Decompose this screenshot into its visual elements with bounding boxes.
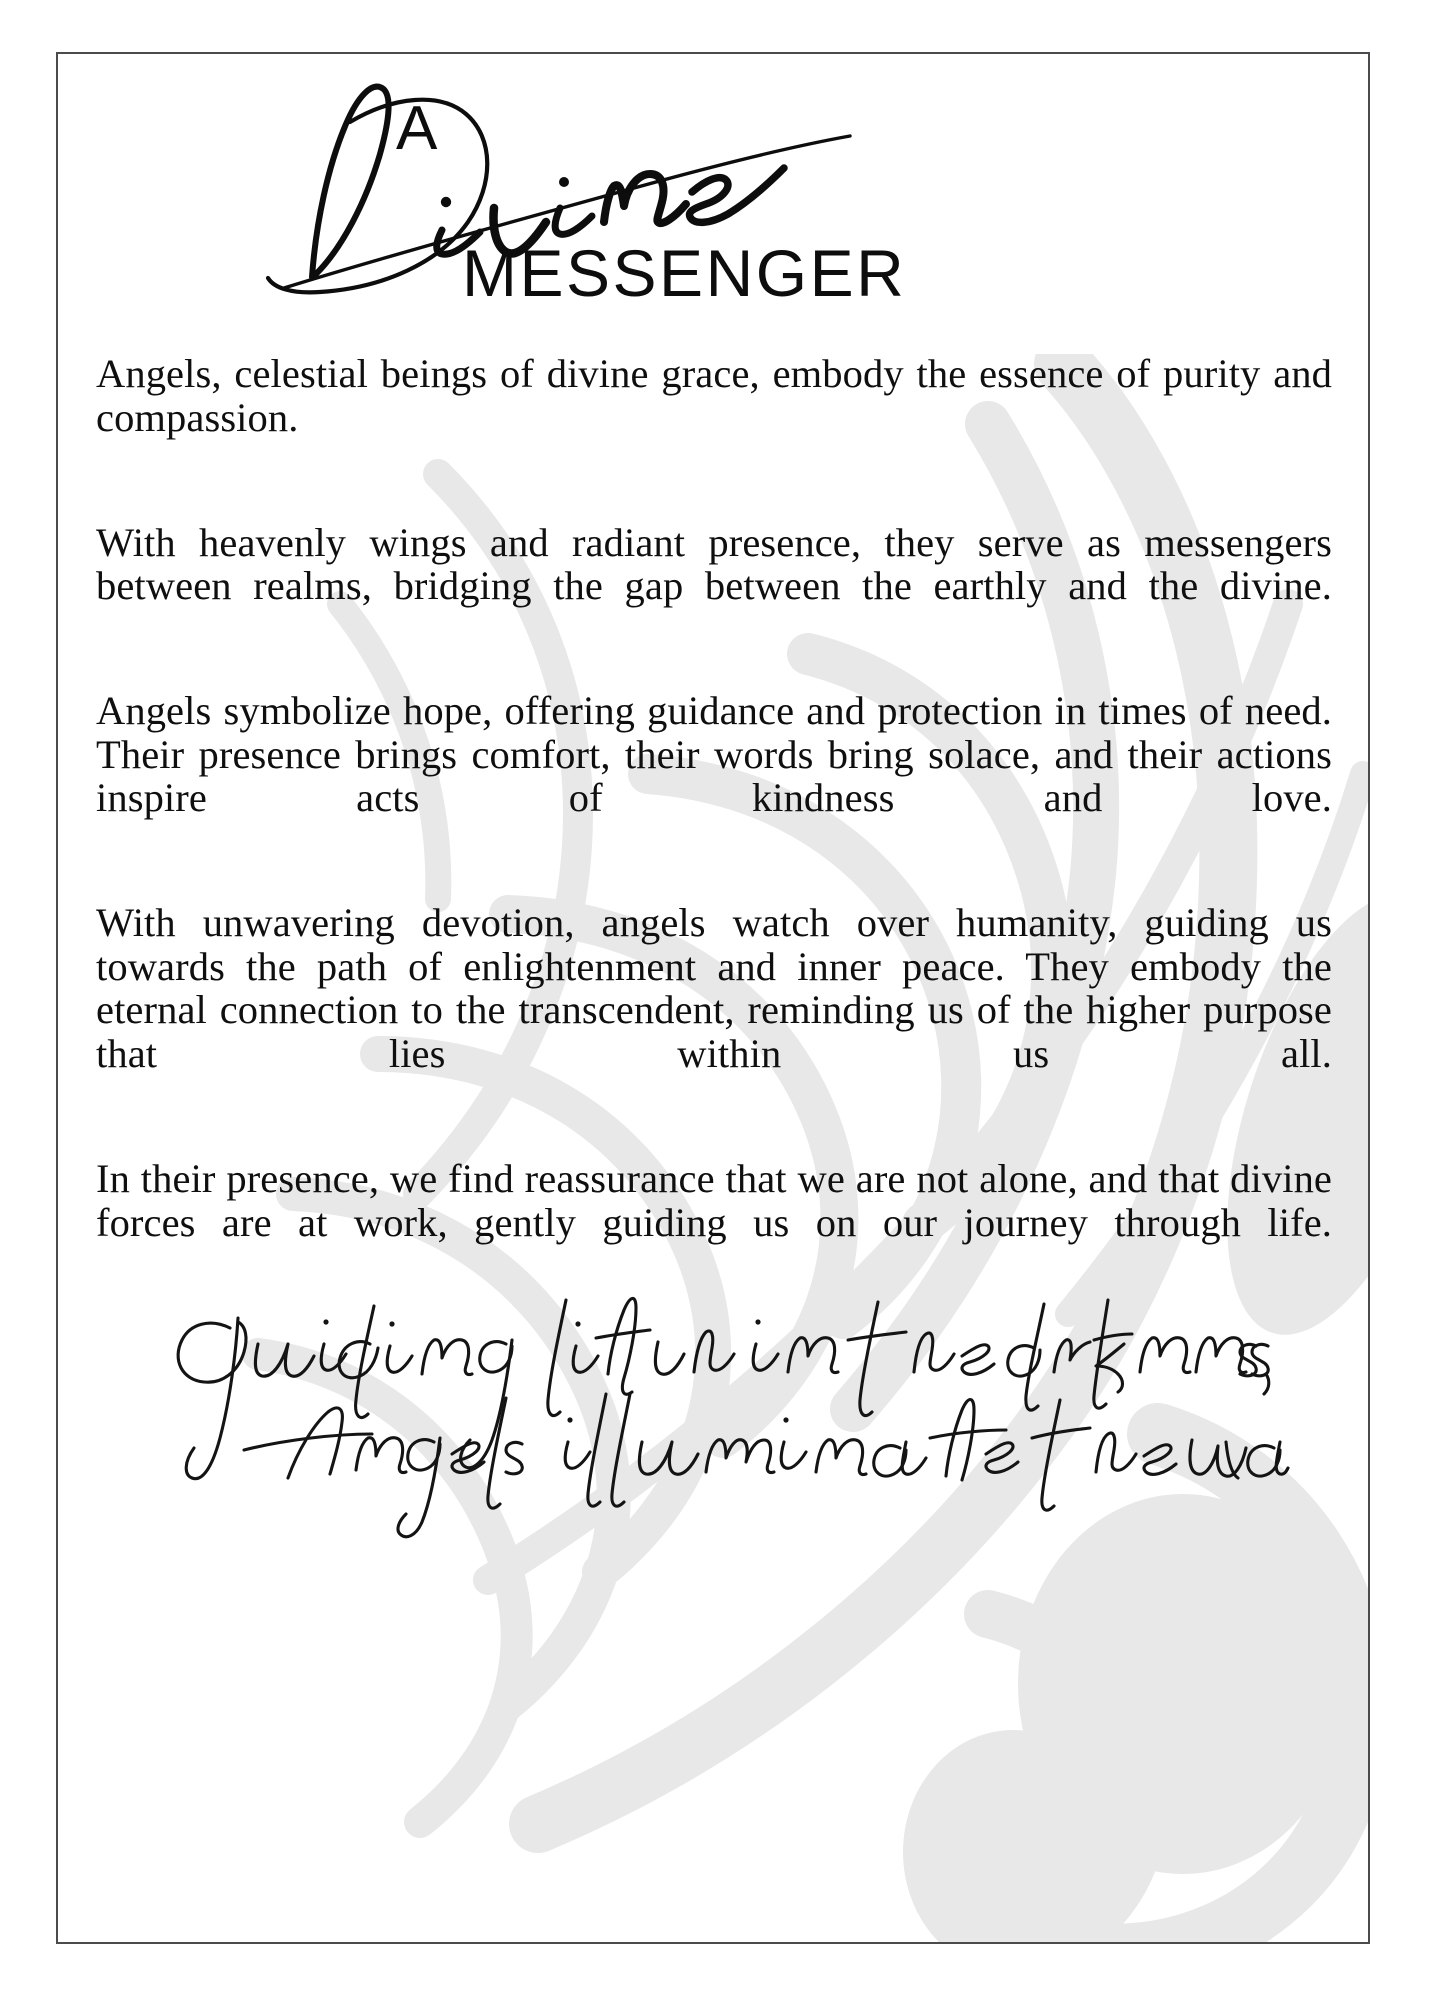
paragraph: Angels symbolize hope, offering guidance and protection in times of need. Their presence brings comfort, their words bring solace, and their actions inspire acts of kindness and love.	[96, 688, 1332, 821]
poster-content	[56, 52, 1370, 1944]
paragraph: With unwavering devotion, angels watch over humanity, guiding us towards the path of enlightenment and inner peace. They embody the eternal connection to the transcendent, reminding us of the higher purpose that lies within us all.	[96, 900, 1332, 1076]
title-article: A	[396, 94, 439, 163]
body-copy	[96, 352, 1332, 1288]
title-block	[56, 52, 1370, 352]
closing-script	[134, 1282, 1284, 1482]
title-subtitle: MESSENGER	[462, 236, 907, 310]
paragraph: With heavenly wings and radiant presence, they serve as messengers between realms, bridging the gap between the earthly and the divine.	[96, 519, 1332, 609]
paragraph: Angels, celestial beings of divine grace, embody the essence of purity and compassion.	[96, 351, 1332, 440]
paragraph: In their presence, we find reassurance that we are not alone, and that divine forces are at work, gently guiding us on our journey through life.	[96, 1155, 1332, 1245]
